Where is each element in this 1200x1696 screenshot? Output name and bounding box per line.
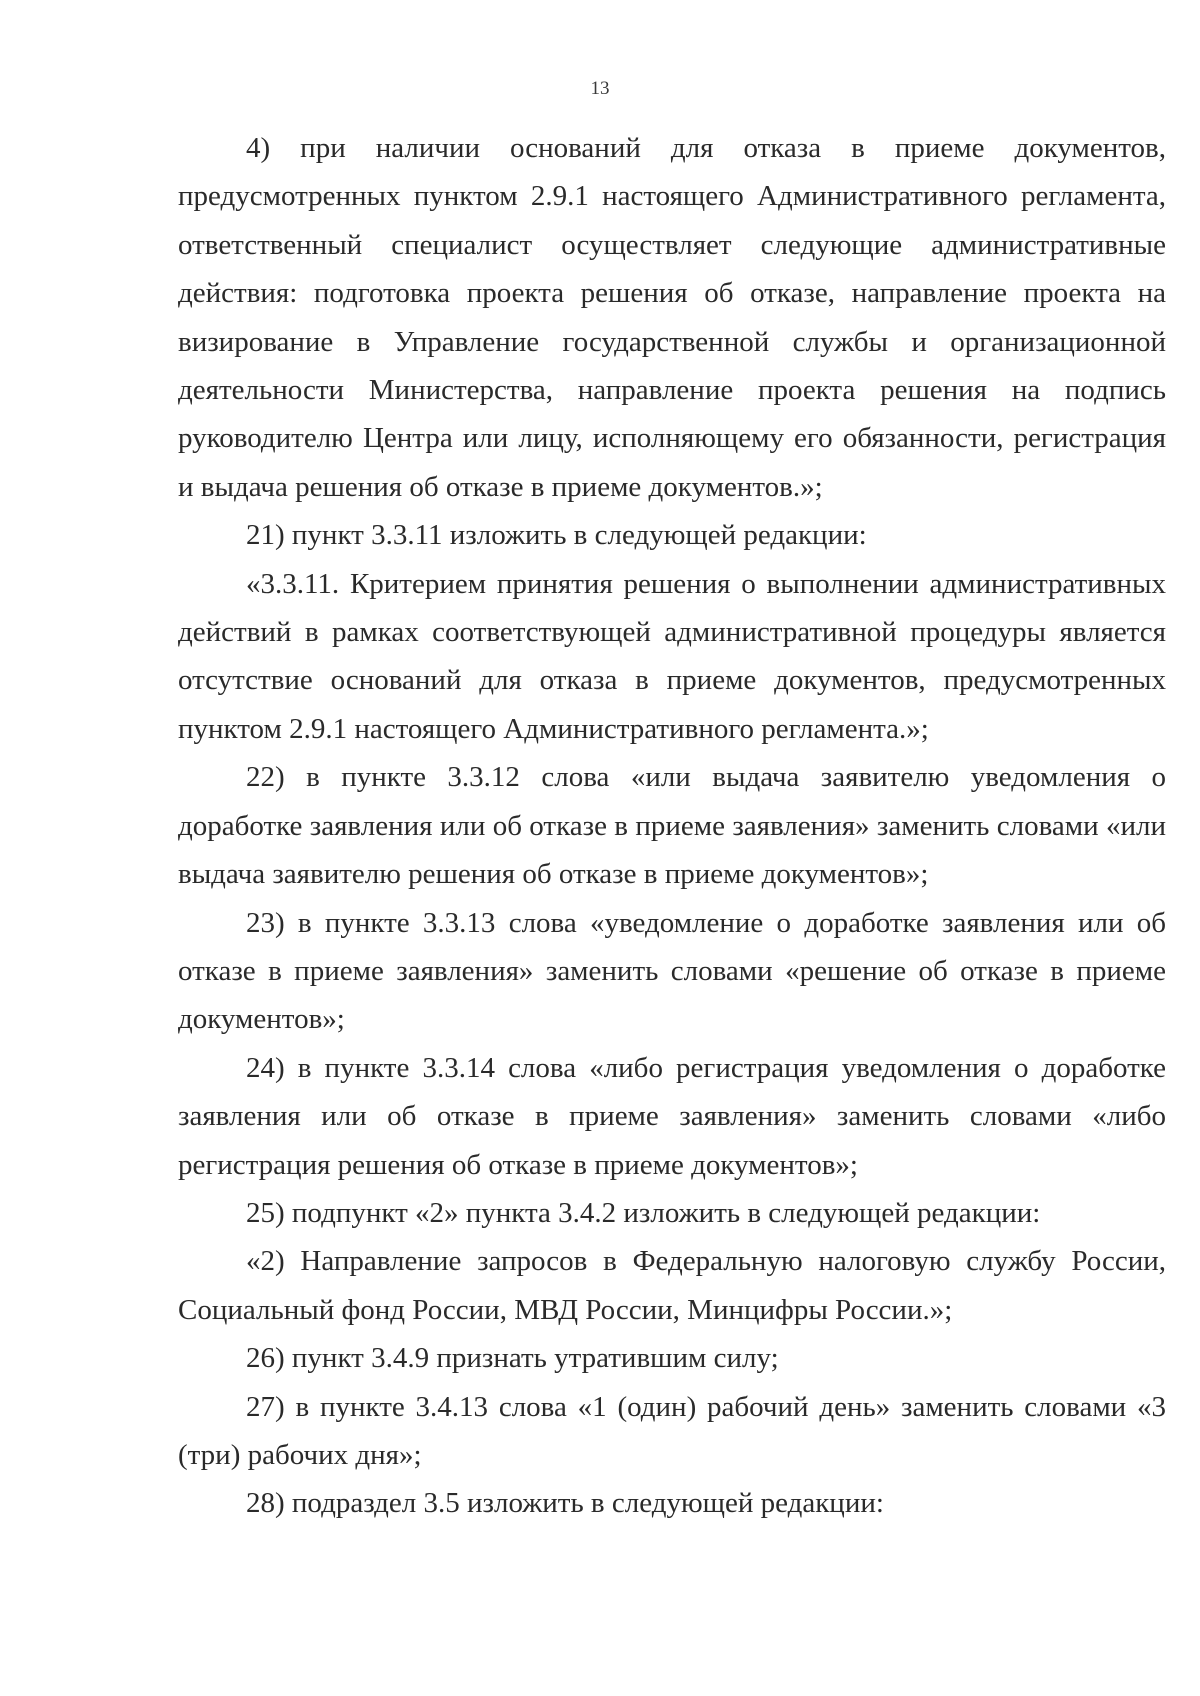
document-body [178, 124, 1166, 1528]
page-number: 13 [590, 78, 610, 99]
paragraph-item-25: 25) подпункт «2» пункта 3.4.2 изложить в следующей редакции: [246, 1196, 1041, 1229]
paragraph-quote-3-3-11: «3.3.11. Критерием принятия решения о выполнении административных действий в рамках соответствующей административной процедуры является отсутствие оснований для отказа в приеме документов, предусмотренных пунктом 2.9.1 настоящего Административного регламента.»; [178, 567, 1166, 745]
paragraph-item-4: 4) при наличии оснований для отказа в приеме документов, предусмотренных пунктом 2.9.1 настоящего Административного регламента, ответственный специалист осуществляет следующие административные действия: подготовка проекта решения об отказе, направление проекта на визирование в Управление государственной службы и организационной деятельности Министерства, направление проекта решения на подпись руководителю Центра или лицу, исполняющему его обязанности, регистрация и выдача решения об отказе в приеме документов.»; [178, 132, 1166, 503]
paragraph-quote-subitem-2: «2) Направление запросов в Федеральную налоговую службу России, Социальный фонд России, МВД России, Минцифры России.»; [178, 1245, 1166, 1326]
paragraph-item-22: 22) в пункте 3.3.12 слова «или выдача заявителю уведомления о доработке заявления или об отказе в приеме заявления» заменить словами «или выдача заявителю решения об отказе в приеме документов»; [178, 761, 1166, 891]
paragraph-item-26: 26) пункт 3.4.9 признать утратившим силу; [246, 1342, 779, 1375]
paragraph-item-21: 21) пункт 3.3.11 изложить в следующей редакции: [246, 519, 867, 552]
paragraph-item-23: 23) в пункте 3.3.13 слова «уведомление о доработке заявления или об отказе в приеме заявления» заменить словами «решение об отказе в приеме документов»; [178, 906, 1166, 1036]
paragraph-item-27: 27) в пункте 3.4.13 слова «1 (один) рабочий день» заменить словами «3 (три) рабочих дня»; [178, 1390, 1166, 1471]
paragraph-item-28: 28) подраздел 3.5 изложить в следующей редакции: [246, 1487, 884, 1520]
paragraph-item-24: 24) в пункте 3.3.14 слова «либо регистрация уведомления о доработке заявления или об отказе в приеме заявления» заменить словами «либо регистрация решения об отказе в приеме документов»; [178, 1051, 1166, 1181]
